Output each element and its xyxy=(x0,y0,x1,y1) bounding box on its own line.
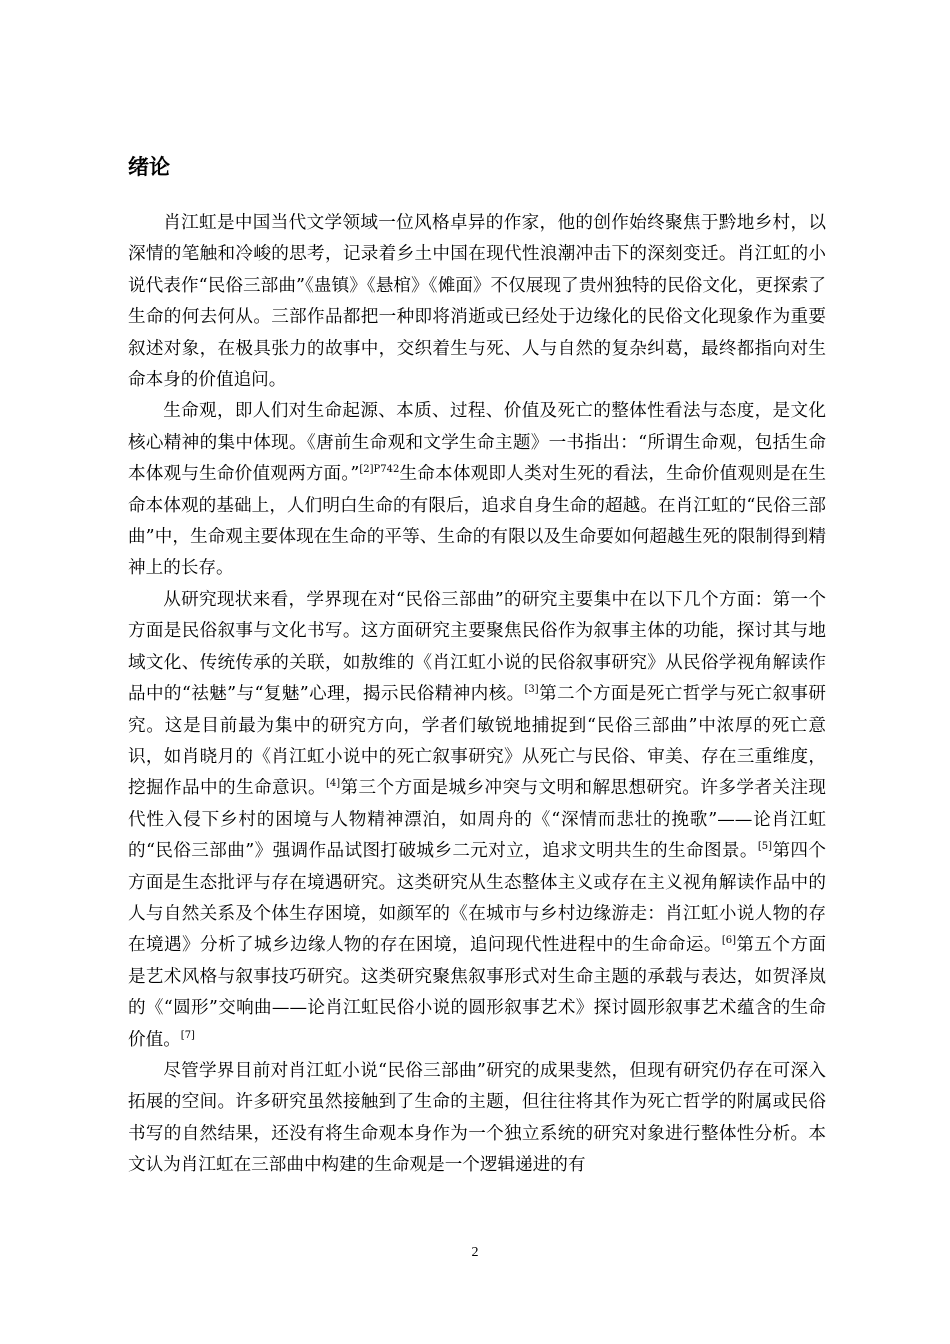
citation-marker: [6] xyxy=(721,935,736,947)
citation-marker: [4] xyxy=(325,778,341,790)
paragraph-text: 第二个方面是死亡哲学与死亡叙事研究。这是目前最为集中的研究方向，学者们敏锐地捕捉到“民俗三部曲”中浓厚的死亡意识，如肖晓月的《肖江虹小说中的死亡叙事研究》从死亡与民俗、审美、存在三重维度，挖掘作品中的生命意识。 xyxy=(128,684,826,799)
paragraph xyxy=(128,585,826,1056)
paragraph-text: 尽管学界目前对肖江虹小说“民俗三部曲”研究的成果斐然，但现有研究仍存在可深入拓展的空间。许多研究虽然接触到了生命的主题，但往往将其作为死亡哲学的附属或民俗书写的自然结果，还没有将生命观本身作为一个独立系统的研究对象进行整体性分析。本文认为肖江虹在三部曲中构建的生命观是一个逻辑递进的有 xyxy=(128,1060,826,1176)
section-title: 绪论 xyxy=(128,155,170,179)
citation-marker: [3] xyxy=(524,684,539,696)
paragraph xyxy=(128,208,826,396)
paragraph xyxy=(128,396,826,584)
paragraph-text: 第四个方面是生态批评与存在境遇研究。这类研究从生态整体主义或存在主义视角解读作品中的人与自然关系及个体生存困境，如颜军的《在城市与乡村边缘游走：肖江虹小说人物的存在境遇》分析了城乡边缘人物的存在困境，追问现代性进程中的生命命运。 xyxy=(128,841,826,956)
citation-marker: [7] xyxy=(180,1029,195,1041)
paragraph-text: 肖江虹是中国当代文学领域一位风格卓异的作家，他的创作始终聚焦于黔地乡村，以深情的笔触和冷峻的思考，记录着乡土中国在现代性浪潮冲击下的深刻变迁。肖江虹的小说代表作“民俗三部曲”《蛊镇》《悬棺》《傩面》不仅展现了贵州独特的民俗文化，更探索了生命的何去何从。三部作品都把一种即将消逝或已经处于边缘化的民俗文化现象作为重要叙述对象，在极具张力的故事中，交织着生与死、人与自然的复杂纠葛，最终都指向对生命本身的价值追问。 xyxy=(128,213,826,391)
paragraph xyxy=(128,1056,826,1182)
citation-marker: [2]P742 xyxy=(359,464,400,476)
paragraph-text: 第三个方面是城乡冲突与文明和解思想研究。许多学者关注现代性入侵下乡村的困境与人物精神漂泊，如周舟的《“深情而悲壮的挽歌”——论肖江虹的“民俗三部曲”》强调作品试图打破城乡二元对立，追求文明共生的生命图景。 xyxy=(128,778,826,862)
paragraph-text: 生命观，即人们对生命起源、本质、过程、价值及死亡的整体性看法与态度，是文化核心精神的集中体现。《唐前生命观和文学生命主题》一书指出：“所谓生命观，包括生命本体观与生命价值观两方面。” xyxy=(128,401,826,485)
body-text xyxy=(128,208,826,1182)
paragraph-text: 第五个方面是艺术风格与叙事技巧研究。这类研究聚焦叙事形式对生命主题的承载与表达，如贺泽岚的《“圆形”交响曲——论肖江虹民俗小说的圆形叙事艺术》探讨圆形叙事艺术蕴含的生命价值。 xyxy=(128,935,826,1050)
paragraph-text: 从研究现状来看，学界现在对“民俗三部曲”的研究主要集中在以下几个方面：第一个方面是民俗叙事与文化书写。这方面研究主要聚焦民俗作为叙事主体的功能，探讨其与地域文化、传统传承的关联，如敖维的《肖江虹小说的民俗叙事研究》从民俗学视角解读作品中的“祛魅”与“复魅”心理，揭示民俗精神内核。 xyxy=(128,589,826,705)
page-number: 2 xyxy=(471,1245,479,1260)
paragraph-text: 生命本体观即人类对生死的看法，生命价值观则是在生命本体观的基础上，人们明白生命的有限后，追求自身生命的超越。在肖江虹的“民俗三部曲”中，生命观主要体现在生命的平等、生命的有限以及生命要如何超越生死的限制得到精神上的长存。 xyxy=(128,464,826,579)
citation-marker: [5] xyxy=(757,841,773,853)
